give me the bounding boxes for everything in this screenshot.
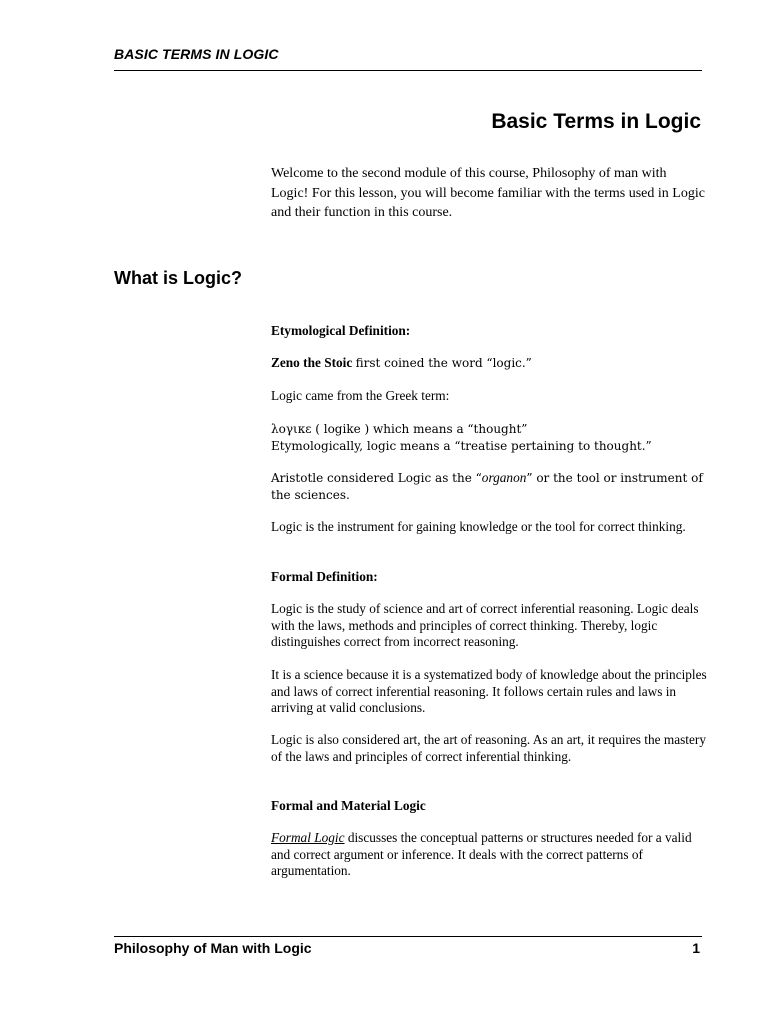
formal-text-3: Logic is also considered art, the art of reasoning. As an art, it requires the mastery of the laws and principles of correct inferential thinking. [271,732,706,764]
formal-material-heading-block [271,798,711,815]
instrument-paragraph [271,519,711,536]
zeno-name: Zeno the Stoic [271,355,353,370]
formal-logic-paragraph [271,830,711,880]
header-rule [114,70,702,71]
formal-text-1: Logic is the study of science and art of correct inferential reasoning. Logic deals with the laws, methods and principles of correct thinking. Thereby, logic distinguishes correct from incorrect reasoning. [271,601,699,649]
greek-term-block [271,421,711,454]
formal-text-2: It is a science because it is a systematized body of knowledge about the principles and laws of correct inferential reasoning. It follows certain rules and laws in arriving at valid conclusions. [271,667,707,715]
formal-paragraph-3 [271,732,711,765]
page-number: 1 [692,940,700,956]
formal-material-heading: Formal and Material Logic [271,798,426,813]
greek-intro [271,388,711,405]
formal-definition-heading: Formal Definition: [271,569,378,584]
aristotle-paragraph [271,470,711,503]
page-title: Basic Terms in Logic [491,110,701,133]
running-header: BASIC TERMS IN LOGIC [114,46,279,62]
formal-paragraph-1 [271,601,711,651]
footer-course-title: Philosophy of Man with Logic [114,940,312,956]
zeno-text: first coined the word “logic.” [355,356,532,370]
intro-paragraph: Welcome to the second module of this course, Philosophy of man with Logic! For this lesson, you will become familiar with the terms used in Logic and their function in this course. [271,166,705,220]
aristotle-post: ” or the tool or instrument of the sciences. [271,471,703,502]
instrument-text: Logic is the instrument for gaining knowledge or the tool for correct thinking. [271,519,686,534]
etymological-heading [271,323,711,340]
formal-heading-block [271,569,711,586]
organon-term: organon [481,470,527,485]
zeno-paragraph [271,355,711,372]
etymological-definition-heading: Etymological Definition: [271,323,411,338]
greek-intro-text: Logic came from the Greek term: [271,388,450,403]
section-heading: What is Logic? [114,268,242,288]
formal-paragraph-2 [271,667,711,717]
greek-term: λογικε ( logike ) which means a “thought” [271,422,528,436]
aristotle-pre: Aristotle considered Logic as the “ [271,471,482,485]
formal-logic-text: discusses the conceptual patterns or structures needed for a valid and correct argument or inference. It deals with the correct patterns of argumentation. [271,830,692,878]
etymology-meaning: Etymologically, logic means a “treatise pertaining to thought.” [271,438,652,453]
formal-logic-term: Formal Logic [271,830,345,845]
footer-rule [114,936,702,937]
